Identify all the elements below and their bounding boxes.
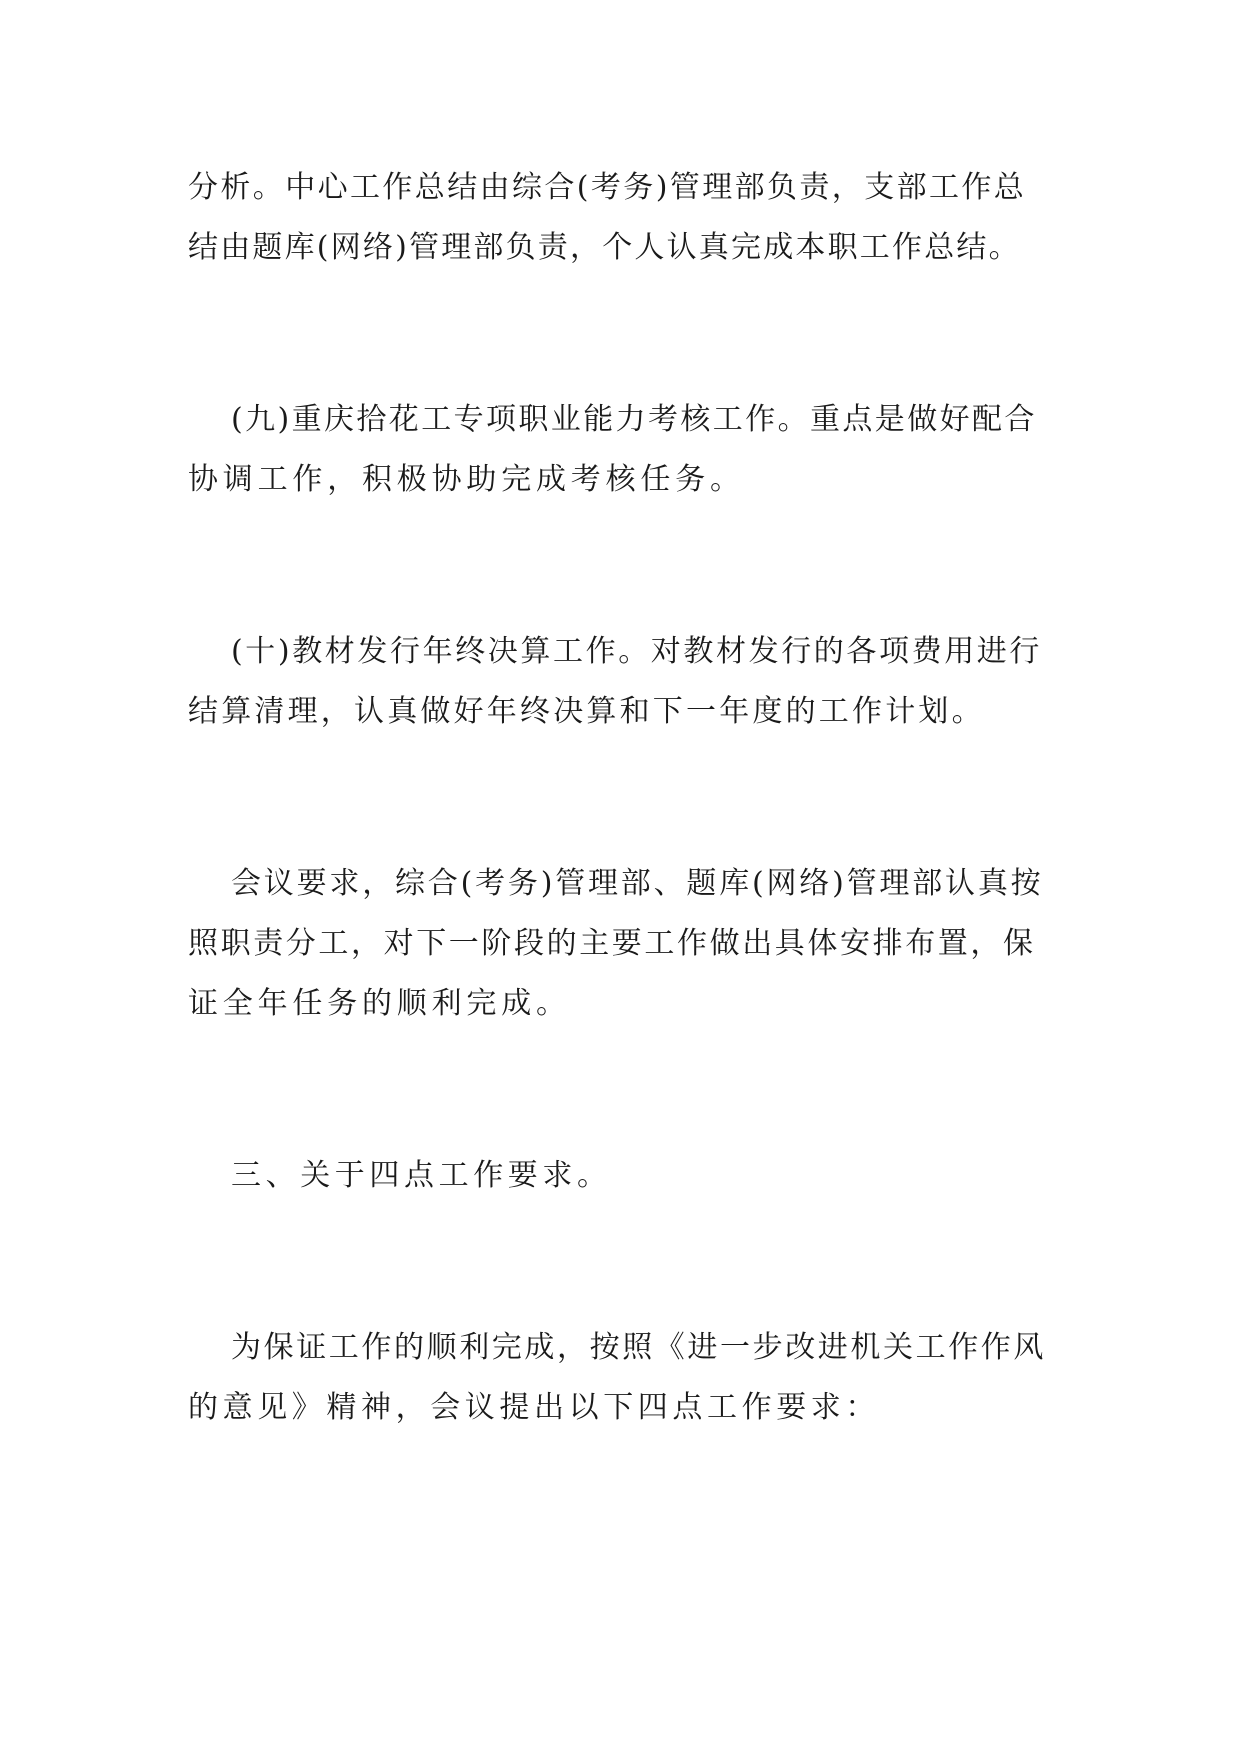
text-line: 照职责分工，对下一阶段的主要工作做出具体安排布置，保 [188, 926, 1036, 961]
text-line: 为保证工作的顺利完成，按照《进一步改进机关工作作风 [231, 1330, 1046, 1365]
text-line: 的意见》精神，会议提出以下四点工作要求： [188, 1390, 880, 1425]
text-line: 会议要求，综合(考务)管理部、题库(网络)管理部认真按 [231, 866, 1044, 901]
section-heading: 三、关于四点工作要求。 [231, 1158, 612, 1193]
text-line: 结由题库(网络)管理部负责，个人认真完成本职工作总结。 [188, 230, 1021, 265]
text-line: 结算清理，认真做好年终决算和下一年度的工作计划。 [188, 694, 985, 729]
text-line: (九)重庆拾花工专项职业能力考核工作。重点是做好配合 [231, 402, 1037, 437]
text-line: 证全年任务的顺利完成。 [188, 986, 571, 1021]
text-line: 分析。中心工作总结由综合(考务)管理部负责，支部工作总 [188, 170, 1027, 205]
text-line: 协调工作，积极协助完成考核任务。 [188, 462, 745, 497]
text-line: (十)教材发行年终决算工作。对教材发行的各项费用进行 [231, 634, 1043, 669]
